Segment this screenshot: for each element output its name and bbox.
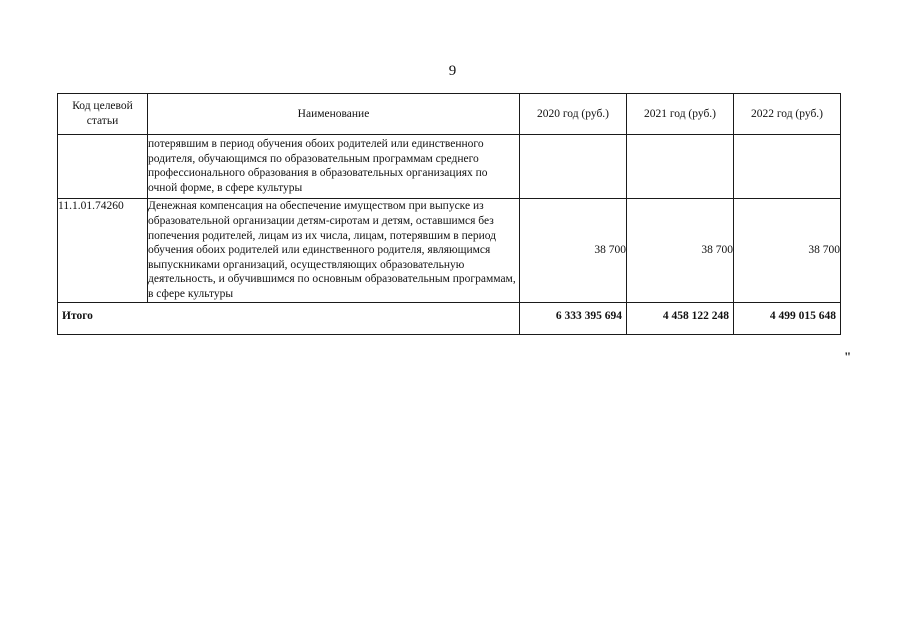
total-row xyxy=(58,302,841,334)
row-value-2021 xyxy=(627,135,734,199)
total-2022: 4 499 015 648 xyxy=(734,302,841,334)
total-2020: 6 333 395 694 xyxy=(520,302,627,334)
table-header-row xyxy=(58,94,841,135)
closing-quote: " xyxy=(844,349,852,364)
total-2021: 4 458 122 248 xyxy=(627,302,734,334)
header-2021: 2021 год (руб.) xyxy=(627,94,734,135)
row-value-2020: 38 700 xyxy=(520,199,627,302)
row-code xyxy=(58,135,148,199)
row-value-2022: 38 700 xyxy=(734,199,841,302)
row-value-2020 xyxy=(520,135,627,199)
budget-table xyxy=(57,93,841,335)
row-name: потерявшим в период обучения обоих родителей или единственного родителя, обучающимся по образовательным программам среднего профессионального образования в образовательных организациях по очной форме, в сфере культуры xyxy=(148,135,520,199)
total-label: Итого xyxy=(58,302,520,334)
table-row xyxy=(58,199,841,302)
header-2020: 2020 год (руб.) xyxy=(520,94,627,135)
header-2022: 2022 год (руб.) xyxy=(734,94,841,135)
row-value-2022 xyxy=(734,135,841,199)
table-row xyxy=(58,135,841,199)
header-code: Код целевой статьи xyxy=(58,94,148,135)
page-number: 9 xyxy=(448,63,457,79)
row-name: Денежная компенсация на обеспечение имуществом при выпуске из образовательной организации детям-сиротам и детям, оставшимся без попечения родителей, лицам из их числа, лицам, потерявшим в период обучения обоих родителей или единственного родителя, являющимся выпускниками организаций, осуществляющих образовательную деятельность, и обучившимся по основным образовательным программам, в сфере культуры xyxy=(148,199,520,302)
row-code: 11.1.01.74260 xyxy=(58,199,148,302)
header-name: Наименование xyxy=(148,94,520,135)
row-value-2021: 38 700 xyxy=(627,199,734,302)
